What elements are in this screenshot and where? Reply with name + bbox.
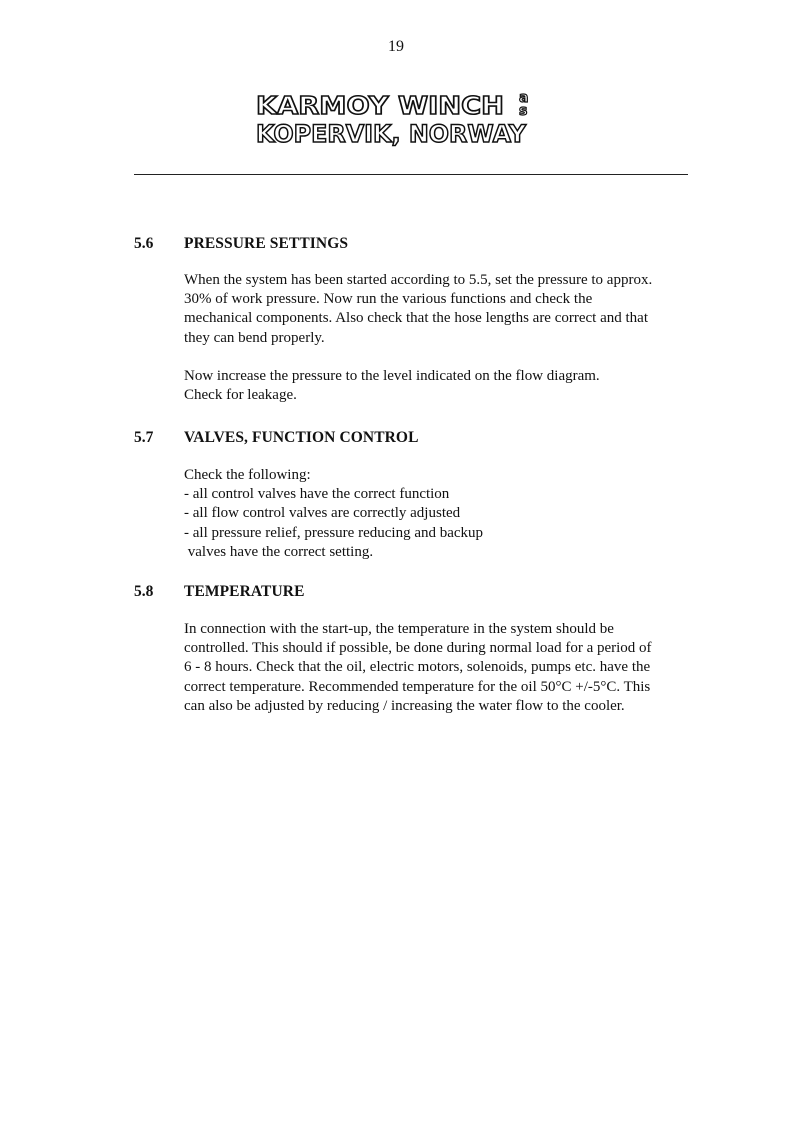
text-line: When the system has been started according to 5.5, set the pressure to approx. <box>184 272 653 288</box>
text-line: In connection with the start-up, the temperature in the system should be <box>184 621 614 637</box>
paragraph <box>184 620 694 716</box>
section-heading <box>134 583 694 605</box>
logo-suffix-s: s <box>519 103 528 119</box>
text-line: 30% of work pressure. Now run the various functions and check the <box>184 291 593 308</box>
section-number: 5.7 <box>134 429 154 446</box>
paragraph <box>184 466 694 562</box>
section-number: 5.8 <box>134 583 154 600</box>
logo-line-1: KARMOY WINCH <box>256 91 504 120</box>
text-line: Check for leakage. <box>184 387 297 404</box>
list-item: - all control valves have the correct function <box>184 486 450 503</box>
section-title: PRESSURE SETTINGS <box>184 235 349 252</box>
section-title: TEMPERATURE <box>184 583 305 600</box>
section-valves-function-control <box>134 429 694 562</box>
paragraph <box>184 271 694 348</box>
company-logo <box>255 88 535 150</box>
text-line: correct temperature. Recommended temperature for the oil 50°C +/-5°C. This <box>184 678 651 695</box>
text-line: can also be adjusted by reducing / increasing the water flow to the cooler. <box>184 697 625 714</box>
text-line: Now increase the pressure to the level indicated on the flow diagram. <box>184 367 600 384</box>
text-line: they can bend properly. <box>184 329 325 346</box>
logo-suffix-a: a <box>519 90 529 106</box>
header-divider <box>134 174 688 176</box>
logo-line-2: KOPERVIK, NORWAY <box>256 120 527 148</box>
text-line: mechanical components. Also check that the hose lengths are correct and that <box>184 310 648 327</box>
section-heading <box>134 235 694 257</box>
section-pressure-settings <box>134 235 694 405</box>
page-number: 19 <box>388 38 404 55</box>
section-number: 5.6 <box>134 235 154 252</box>
list-item: - all pressure relief, pressure reducing and backup <box>184 524 484 541</box>
text-line: controlled. This should if possible, be done during normal load for a period of <box>184 640 652 657</box>
section-temperature <box>134 583 694 716</box>
text-line: Check the following: <box>184 467 311 483</box>
list-item-continuation: valves have the correct setting. <box>184 543 374 560</box>
paragraph <box>184 367 694 405</box>
text-line: 6 - 8 hours. Check that the oil, electric motors, solenoids, pumps etc. have the <box>184 659 651 676</box>
section-title: VALVES, FUNCTION CONTROL <box>184 429 419 446</box>
list-item: - all flow control valves are correctly adjusted <box>184 505 461 522</box>
section-heading <box>134 429 694 451</box>
